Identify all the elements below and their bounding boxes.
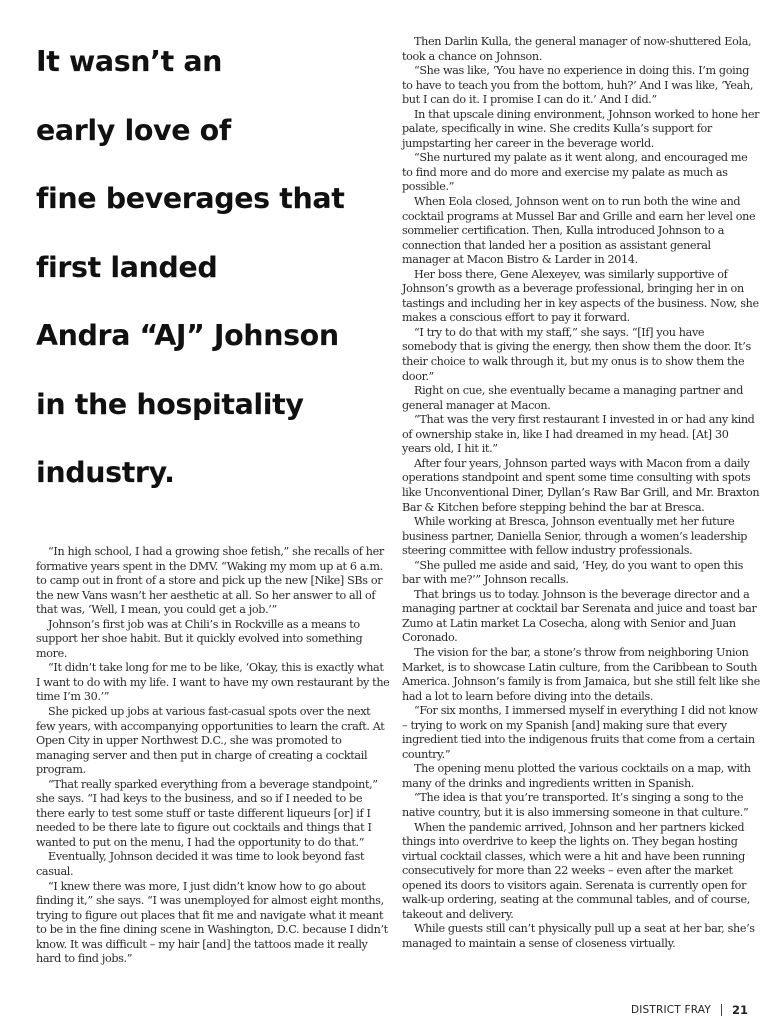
headline-line: It wasn’t an [36, 45, 223, 78]
article-paragraph: “The idea is that you’re transported. It’s singing a song to the native country, but it is also immersing someone in that culture.” [402, 791, 749, 819]
article-paragraph: “That was the very first restaurant I invested in or had any kind of ownership stake in, like I had dreamed in my head. [At] 30 years old, I hit it.” [402, 413, 755, 456]
headline-line: in the hospitality [36, 387, 304, 421]
article-paragraph: Her boss there, Gene Alexeyev, was similarly supportive of Johnson’s growth as a beverage professional, bringing her in on tastings and including her in key aspects of the business. Now, she makes a conscious effort to pay it forward. [402, 267, 759, 325]
pull-quote-headline [36, 28, 386, 508]
publication-name: DISTRICT FRAY [630, 1004, 711, 1016]
article-right-column [402, 35, 760, 951]
article-paragraph: Johnson’s first job was at Chili’s in Rockville as a means to support her shoe habit. But it quickly evolved into something more. [36, 617, 363, 660]
article-paragraph: “I knew there was more, I just didn’t know how to go about finding it,” she says. “I was unemployed for almost eight months, trying to figure out places that fit me and navigate what it meant to be in the fine dining scene in Washington, D.C. because I didn’t know. It was difficult – my hair [and] the tattoos made it really hard to find jobs.” [36, 879, 388, 966]
headline-line: first landed [36, 250, 218, 284]
article-paragraph: In that upscale dining environment, Johnson worked to hone her palate, specifically in wine. She credits Kulla’s support for jumpstarting her career in the beverage world. [402, 107, 760, 150]
article-paragraph: The opening menu plotted the various cocktails on a map, with many of the drinks and ingredients written in Spanish. [402, 762, 751, 790]
article-paragraph: When the pandemic arrived, Johnson and her partners kicked things into overdrive to keep the lights on. They began hosting virtual cocktail classes, which were a hit and have been running consecutively for more than 22 weeks – even after the market opened its doors to visitors again. Serenata is currently open for walk-up ordering, seating at the communal tables, and of course, takeout and delivery. [402, 820, 750, 921]
article-paragraph: The vision for the bar, a stone’s throw from neighboring Union Market, is to showcase Latin culture, from the Caribbean to South America. Johnson’s family is from Jamaica, but she still felt like she had a lot to learn before diving into the details. [402, 645, 760, 703]
page-footer [631, 1003, 748, 1017]
article-paragraph: While guests still can’t physically pull up a seat at her bar, she’s managed to maintain a sense of closeness virtually. [402, 922, 755, 950]
article-paragraph: “In high school, I had a growing shoe fetish,” she recalls of her formative years spent in the DMV. “Waking my mom up at 6 a.m. to camp out in front of a store and pick up the new [Nike] SBs or the new Vans wasn’t her aesthetic at all. So her answer to all of that was, ‘Well, I mean, you could get a job.’” [36, 545, 384, 617]
article-paragraph: “I try to do that with my staff,” she says. “[If] you have somebody that is giving the energy, then show them the door. It’s their choice to walk through it, but my onus is to show them the door.” [402, 325, 751, 383]
article-left-column [36, 545, 390, 967]
article-paragraph: That brings us to today. Johnson is the beverage director and a managing partner at cocktail bar Serenata and juice and toast bar Zumo at Latin market La Cosecha, along with Senior and Juan Coronado. [402, 587, 757, 645]
article-paragraph: “She pulled me aside and said, ‘Hey, do you want to open this bar with me?’” Johnson recalls. [402, 558, 743, 587]
article-paragraph: Then Darlin Kulla, the general manager of now-shuttered Eola, took a chance on Johnson. [402, 35, 752, 63]
footer-divider [721, 1004, 722, 1016]
article-paragraph: “It didn’t take long for me to be like, ‘Okay, this is exactly what I want to do with my life. I want to have my own restaurant by the time I’m 30.’” [36, 661, 390, 704]
article-paragraph: She picked up jobs at various fast-casual spots over the next few years, with accompanying opportunities to learn the craft. At Open City in upper Northwest D.C., she was promoted to managing server and then put in charge of creating a cocktail program. [36, 705, 385, 777]
article-paragraph: “She was like, ‘You have no experience in doing this. I’m going to have to teach you from the bottom, huh?’ And I was like, ‘Yeah, but I can do it. I promise I can do it.’ And I did.” [402, 64, 754, 107]
article-paragraph: Eventually, Johnson decided it was time to look beyond fast casual. [36, 850, 365, 879]
headline-line: early love of [36, 113, 231, 147]
article-paragraph: “That really sparked everything from a beverage standpoint,” she says. “I had keys to the business, and so if I needed to be there early to test some stuff or taste different liqueurs [or] if I needed to be there late to figure out cocktails and things that I wanted to put on the menu, I had the opportunity to do that.” [36, 777, 378, 849]
article-paragraph: Right on cue, she eventually became a managing partner and general manager at Macon. [402, 384, 744, 412]
headline-line: industry. [36, 456, 175, 489]
article-paragraph: “For six months, I immersed myself in everything I did not know – trying to work on my Spanish [and] making sure that every ingredient tied into the indigenous fruits that come from a certain country.” [402, 704, 758, 761]
headline-line: fine beverages that [36, 182, 345, 215]
article-paragraph: “She nurtured my palate as it went along, and encouraged me to find more and do more and exercise my palate as much as possible.” [402, 151, 748, 194]
article-paragraph: While working at Bresca, Johnson eventually met her future business partner, Daniella Senior, through a women’s leadership steering committee with fellow industry professionals. [402, 515, 748, 558]
article-paragraph: After four years, Johnson parted ways with Macon from a daily operations standpoint and spent some time consulting with spots like Unconventional Diner, Dyllan’s Raw Bar Grill, and Mr. Braxton Bar & Kitchen before stepping behind the bar at Bresca. [402, 456, 760, 514]
article-paragraph: When Eola closed, Johnson went on to run both the wine and cocktail programs at Mussel Bar and Grille and earn her level one sommelier certification. Then, Kulla introduced Johnson to a connection that landed her a position as assistant general manager at Macon Bistro & Larder in 2014. [402, 195, 756, 267]
page-number: 21 [731, 1003, 748, 1017]
headline-line: Andra “AJ” Johnson [36, 319, 339, 352]
